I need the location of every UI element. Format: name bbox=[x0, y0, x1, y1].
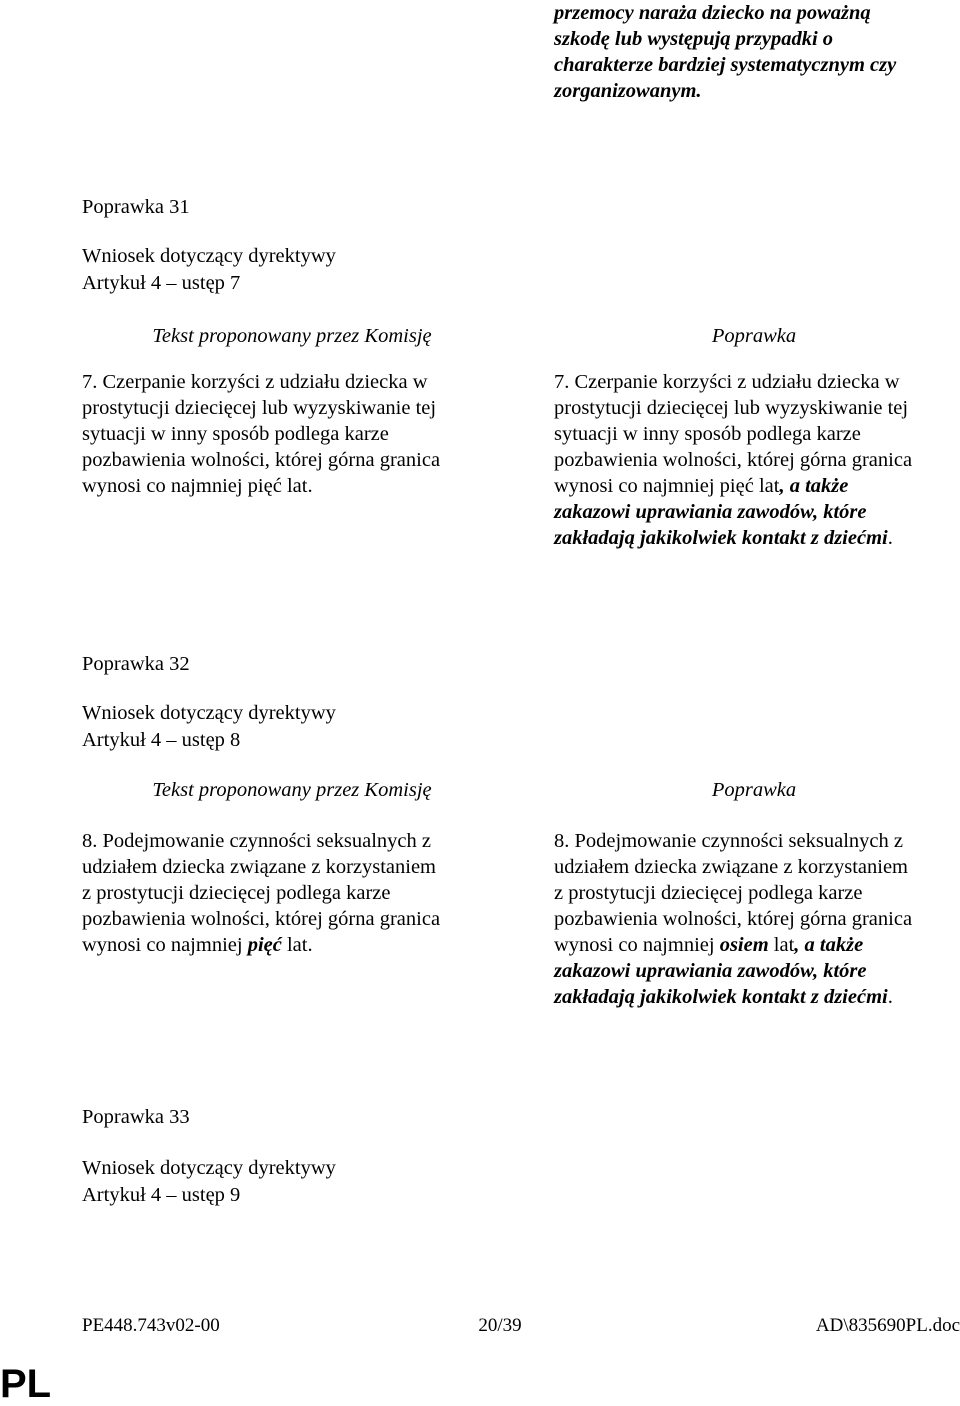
amendment-32-left-changed: pięć bbox=[247, 934, 282, 956]
amendment-32-proposal: Wniosek dotyczący dyrektywy bbox=[82, 702, 336, 724]
footer-doc-ref: PE448.743v02-00 bbox=[82, 1315, 220, 1336]
amendment-32-right-a: 8. Podejmowanie czynności seksualnych z udziałem dziecka związane z korzystaniem z prostytucji dziecięcej podlega karze pozbawienia wolności, której górna granica wynosi co najmniej bbox=[554, 830, 913, 956]
footer-page-number: 20/39 bbox=[478, 1315, 522, 1336]
amendment-33-article: Artykuł 4 – ustęp 9 bbox=[82, 1184, 241, 1206]
amendment-32-right-end: . bbox=[887, 986, 893, 1008]
amendment-32-right-added: , a także zakazowi uprawiania zawodów, które zakładają jakikolwiek kontakt z dziećmi bbox=[554, 934, 888, 1008]
amendment-31-right-plain: 7. Czerpanie korzyści z udziału dziecka w prostytucji dziecięcej lub wyzyskiwanie tej sytuacji w inny sposób podlega karze pozbawienia wolności, której górna granica wynosi co najmniej pięć lat bbox=[554, 371, 913, 497]
language-code: PL bbox=[0, 1362, 52, 1406]
amendment-32-left-b: lat. bbox=[281, 934, 313, 956]
amendment-32-article: Artykuł 4 – ustęp 8 bbox=[82, 729, 241, 751]
amendment-32-right-b: lat bbox=[768, 934, 795, 956]
amendment-31-right-header: Poprawka bbox=[711, 325, 797, 347]
amendment-33-proposal: Wniosek dotyczący dyrektywy bbox=[82, 1157, 336, 1179]
amendment-31-right-text bbox=[554, 369, 960, 551]
amendment-31-left-text: 7. Czerpanie korzyści z udziału dziecka w prostytucji dziecięcej lub wyzyskiwanie tej sytuacji w inny sposób podlega karze pozbawienia wolności, której górna granica wynosi co najmniej pięć lat. bbox=[82, 371, 441, 497]
amendment-31-heading: Poprawka 31 bbox=[82, 196, 190, 218]
amendment-32-right-text bbox=[554, 828, 960, 1010]
amendment-31-article: Artykuł 4 – ustęp 7 bbox=[82, 272, 241, 294]
amendment-33-heading: Poprawka 33 bbox=[82, 1106, 190, 1128]
amendment-32-left-header: Tekst proponowany przez Komisję bbox=[152, 779, 432, 801]
amendment-32-left-text bbox=[82, 828, 502, 958]
amendment-32-left-a: 8. Podejmowanie czynności seksualnych z udziałem dziecka związane z korzystaniem z prostytucji dziecięcej podlega karze pozbawienia wolności, której górna granica wynosi co najmniej bbox=[82, 830, 441, 956]
amendment-32-heading: Poprawka 32 bbox=[82, 653, 190, 675]
continuation-text: przemocy naraża dziecko na poważną szkodę lub występują przypadki o charakterze bardziej systematycznym czy zorganizowanym. bbox=[554, 2, 897, 102]
amendment-31-right-end: . bbox=[887, 527, 893, 549]
amendment-32-right-changed: osiem bbox=[719, 934, 769, 956]
amendment-31-proposal: Wniosek dotyczący dyrektywy bbox=[82, 245, 336, 267]
footer-file-name: AD\835690PL.doc bbox=[815, 1315, 960, 1336]
amendment-31-left-header: Tekst proponowany przez Komisję bbox=[152, 325, 432, 347]
amendment-32-right-header: Poprawka bbox=[711, 779, 797, 801]
amendment-31-right-added: , a także zakazowi uprawiania zawodów, które zakładają jakikolwiek kontakt z dziećmi bbox=[554, 475, 888, 549]
